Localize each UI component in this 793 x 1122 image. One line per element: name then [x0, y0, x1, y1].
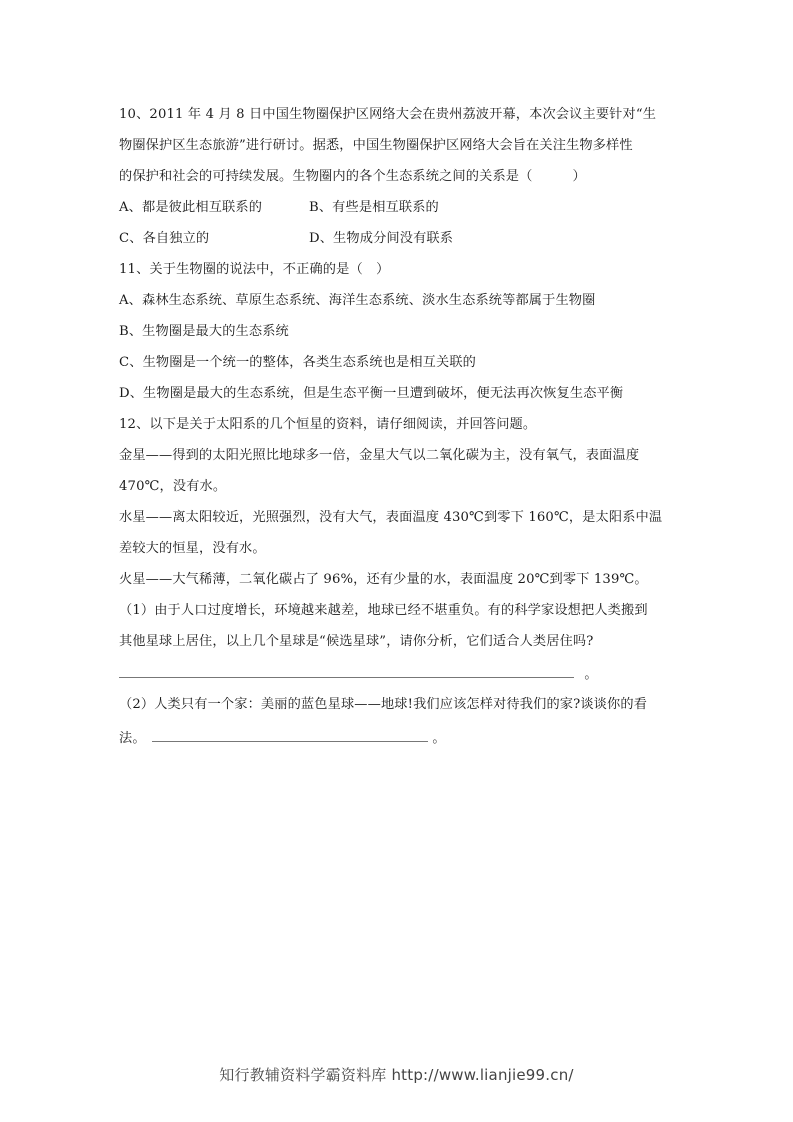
q10-stem-line-2: 物圈保护区生态旅游”进行研讨。据悉，中国生物圈保护区网络大会旨在关注生物多样性: [119, 138, 633, 153]
q12-sub2-answer-period: 。: [432, 731, 446, 746]
q11-option-c: C、生物圈是一个统一的整体，各类生态系统也是相互关联的: [119, 355, 477, 370]
q10-option-b: B、有些是相互联系的: [309, 200, 439, 215]
q12-venus-line-1: 金星——得到的太阳光照比地球多一倍，金星大气以二氧化碳为主，没有氧气，表面温度: [119, 448, 640, 463]
q12-mars-line: 火星——大气稀薄，二氧化碳占了 96%，还有少量的水，表面温度 20℃到零下 139℃。: [119, 572, 648, 587]
footer-watermark: 知行教辅资料学霸资料库 http://www.lianjie99.cn/: [219, 1066, 574, 1084]
q10-option-a: A、都是彼此相互联系的: [119, 200, 263, 215]
q10-stem-line-1: 10、2011 年 4 月 8 日中国生物圈保护区网络大会在贵州荔波开幕，本次会议主要针对“生: [119, 107, 657, 122]
q12-sub2-line-2-prefix: 法。: [119, 731, 146, 746]
q10-option-c: C、各自独立的: [119, 231, 210, 246]
q12-sub1-line-2: 其他星球上居住，以上几个星球是“候选星球”，请你分析，它们适合人类居住吗?: [119, 634, 594, 649]
q11-stem: 11、关于生物圈的说法中，不正确的是（ ）: [119, 262, 390, 277]
q11-option-d: D、生物圈是最大的生态系统，但是生态平衡一旦遭到破坏，便无法再次恢复生态平衡: [119, 386, 624, 401]
q10-option-d: D、生物成分间没有联系: [309, 231, 454, 246]
q10-options-row-2: [119, 231, 679, 247]
q10-stem-line-3: 的保护和社会的可持续发展。生物圈内的各个生态系统之间的关系是（ ）: [119, 169, 586, 184]
q10-options-row-1: [119, 200, 679, 216]
q12-venus-line-2: 470℃，没有水。: [119, 479, 227, 494]
q12-sub2-answer-row: [119, 729, 446, 747]
q11-option-b: B、生物圈是最大的生态系统: [119, 324, 289, 339]
q12-mercury-line-1: 水星——离太阳较近，光照强烈，没有大气，表面温度 430℃到零下 160℃，是太阳系中温: [119, 510, 663, 525]
q12-sub1-line-1: （1）由于人口过度增长，环境越来越差，地球已经不堪重负。有的科学家设想把人类搬到: [119, 603, 648, 618]
q12-sub1-answer-row: [119, 665, 598, 683]
q12-sub1-answer-blank[interactable]: [119, 665, 574, 678]
q12-sub2-line-1: （2）人类只有一个家：美丽的蓝色星球——地球!我们应该怎样对待我们的家?谈谈你的看: [119, 697, 648, 712]
q12-sub1-answer-period: 。: [584, 667, 598, 682]
q12-stem: 12、以下是关于太阳系的几个恒星的资料，请仔细阅读，并回答问题。: [119, 417, 537, 432]
q12-mercury-line-2: 差较大的恒星，没有水。: [119, 541, 266, 556]
q11-option-a: A、森林生态系统、草原生态系统、海洋生态系统、淡水生态系统等都属于生物圈: [119, 293, 596, 308]
q12-sub2-answer-blank[interactable]: [152, 729, 428, 742]
